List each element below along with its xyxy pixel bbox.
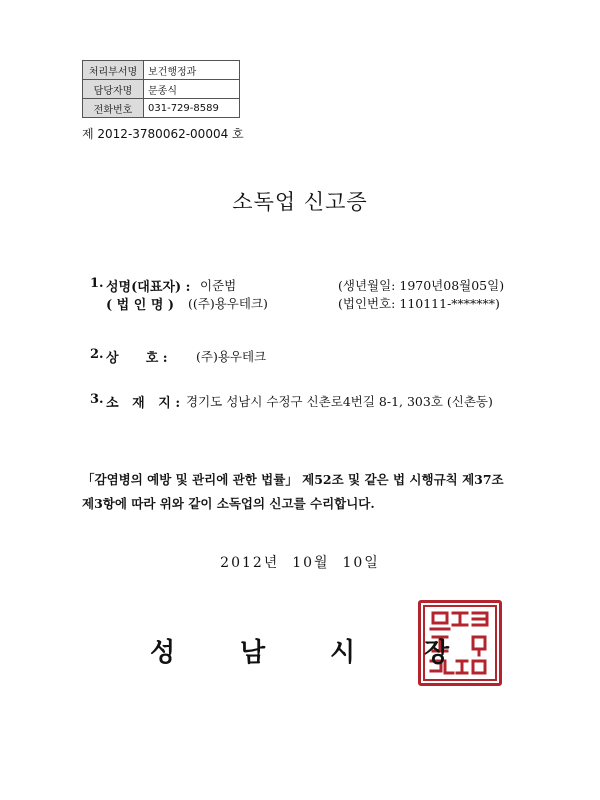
issuer-char-4: 장 — [424, 638, 450, 668]
field-2-value: (주)용우테크 — [196, 349, 267, 364]
info-table — [82, 60, 240, 118]
field-1-sub-label: ( 법 인 명 ) — [106, 298, 175, 313]
page-title: 소독업 신고증 — [232, 190, 368, 214]
info-value: 보건행정과 — [144, 61, 240, 80]
info-row — [83, 61, 240, 80]
info-value: 031-729-8589 — [144, 99, 240, 118]
info-value: 문종식 — [144, 80, 240, 99]
field-1-number: 1. — [90, 276, 104, 291]
issue-date: 2012년 10월 10일 — [220, 555, 380, 571]
field-1-sub-value: ((주)용우테크) — [188, 296, 268, 311]
info-label: 담당자명 — [83, 80, 144, 99]
info-label: 처리부서명 — [83, 61, 144, 80]
field-1-label: 성명(대표자) : — [106, 280, 191, 295]
notice-line-1: 「감염병의 예방 및 관리에 관한 법률」 제52조 및 같은 법 시행규칙 제37조 — [82, 472, 504, 487]
field-3-number: 3. — [90, 392, 104, 407]
info-row — [83, 99, 240, 118]
field-2-number: 2. — [90, 347, 104, 362]
document-number: 제 2012-3780062-00004 호 — [82, 127, 244, 141]
birth-date: (생년월일: 1970년08월05일) — [338, 278, 505, 293]
field-1-value: 이준범 — [200, 278, 237, 293]
issuer-char-1: 성 — [150, 638, 176, 668]
corporate-number: (법인번호: 110111-*******) — [338, 296, 500, 311]
info-label: 전화번호 — [83, 99, 144, 118]
notice-line-2: 제3항에 따라 위와 같이 소독업의 신고를 수리합니다. — [82, 496, 375, 511]
issuer-char-3: 시 — [330, 638, 356, 668]
info-row — [83, 80, 240, 99]
issuer-char-2: 남 — [240, 638, 266, 668]
field-3-value: 경기도 성남시 수정구 신촌로4번길 8-1, 303호 (신촌동) — [186, 394, 493, 409]
field-3-label: 소 재 지 : — [106, 396, 181, 411]
field-2-label: 상 호 : — [106, 351, 168, 366]
